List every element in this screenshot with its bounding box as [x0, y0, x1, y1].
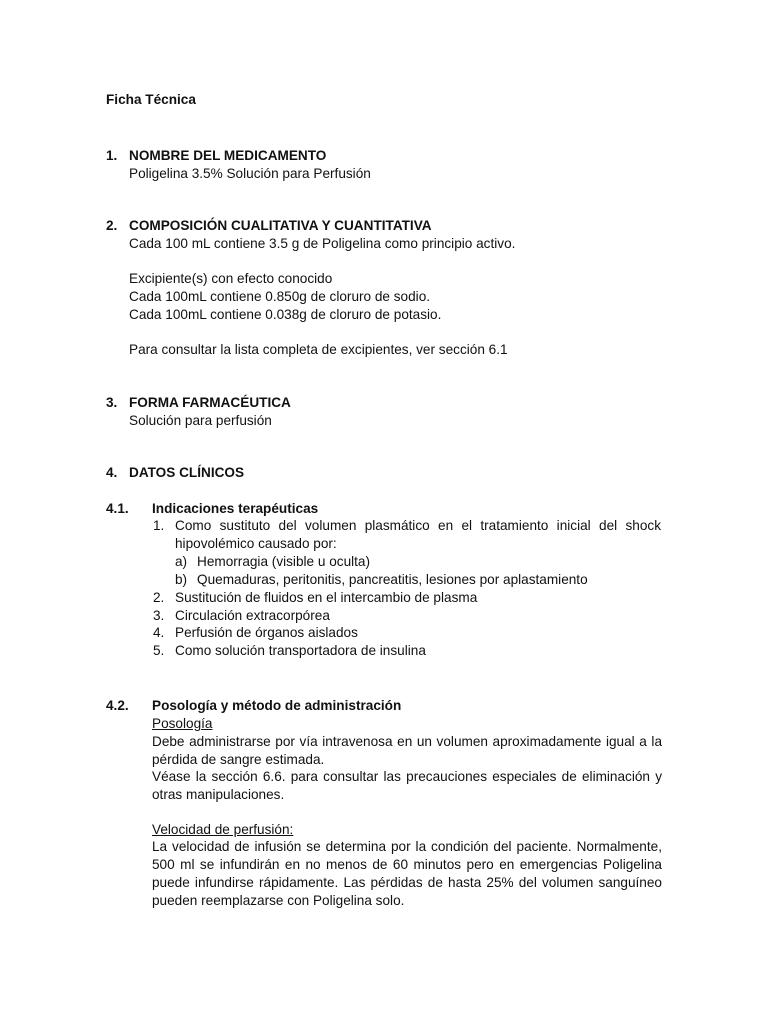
section-1-number: 1. [106, 148, 118, 163]
subsection-4-1-heading: Indicaciones terapéuticas [152, 501, 319, 516]
section-4-number: 4. [106, 465, 118, 480]
list-item: Como solución transportadora de insulina [175, 643, 426, 658]
list-item-number: 4. [153, 625, 165, 640]
excipients-note: Para consultar la lista completa de excipientes, ver sección 6.1 [129, 342, 508, 357]
section-1-text: Poligelina 3.5% Solución para Perfusión [129, 166, 371, 181]
excipients-title: Excipiente(s) con efecto conocido [129, 271, 333, 286]
paragraph-line: Véase la sección 6.6. para consultar las precauciones especiales de eliminación y [152, 769, 662, 784]
section-2-heading: COMPOSICIÓN CUALITATIVA Y CUANTITATIVA [129, 218, 432, 233]
paragraph-line: otras manipulaciones. [152, 787, 285, 802]
section-3-text: Solución para perfusión [129, 413, 272, 428]
paragraph-line: puede infundirse rápidamente. Las pérdidas de hasta 25% del volumen sanguíneo [152, 875, 662, 890]
section-4-heading: DATOS CLÍNICOS [129, 465, 245, 480]
section-2-number: 2. [106, 218, 118, 233]
section-3-number: 3. [106, 395, 118, 410]
list-item: Circulación extracorpórea [175, 608, 330, 623]
infusion-rate-subheading: Velocidad de perfusión: [152, 822, 294, 837]
section-2-line: Cada 100 mL contiene 3.5 g de Poligelina como principio activo. [129, 236, 516, 251]
paragraph-line: La velocidad de infusión se determina por la condición del paciente. Normalmente, [152, 839, 662, 854]
subsection-4-2-number: 4.2. [106, 698, 129, 713]
list-item-number: 2. [153, 590, 165, 605]
section-3-heading: FORMA FARMACÉUTICA [129, 395, 291, 410]
list-item-number: 5. [153, 643, 165, 658]
sublist-item-letter: b) [175, 572, 188, 587]
sublist-item: Quemaduras, peritonitis, pancreatitis, lesiones por aplastamiento [197, 572, 588, 587]
list-item-number: 3. [153, 608, 165, 623]
list-item: Perfusión de órganos aislados [175, 625, 358, 640]
paragraph-line: Debe administrarse por vía intravenosa en un volumen aproximadamente igual a la [152, 734, 662, 749]
sublist-item: Hemorragia (visible u oculta) [197, 554, 371, 569]
subsection-4-2-heading: Posología y método de administración [152, 698, 402, 713]
document-title: Ficha Técnica [106, 92, 196, 107]
posology-subheading: Posología [152, 716, 213, 731]
paragraph-line: pérdida de sangre estimada. [152, 752, 325, 767]
subsection-4-1-number: 4.1. [106, 501, 129, 516]
sublist-item-letter: a) [175, 554, 188, 569]
list-item: Como sustituto del volumen plasmático en el tratamiento inicial del shock [175, 518, 661, 533]
excipient-line: Cada 100mL contiene 0.038g de cloruro de potasio. [129, 307, 442, 322]
section-1-heading: NOMBRE DEL MEDICAMENTO [129, 148, 327, 163]
list-item-number: 1. [153, 518, 165, 533]
paragraph-line: pueden reemplazarse con Poligelina solo. [152, 893, 405, 908]
list-item: Sustitución de fluidos en el intercambio de plasma [175, 590, 478, 605]
list-item-continuation: hipovolémico causado por: [175, 536, 337, 551]
excipient-line: Cada 100mL contiene 0.850g de cloruro de sodio. [129, 289, 431, 304]
paragraph-line: 500 ml se infundirán en no menos de 60 minutos pero en emergencias Poligelina [152, 857, 662, 872]
